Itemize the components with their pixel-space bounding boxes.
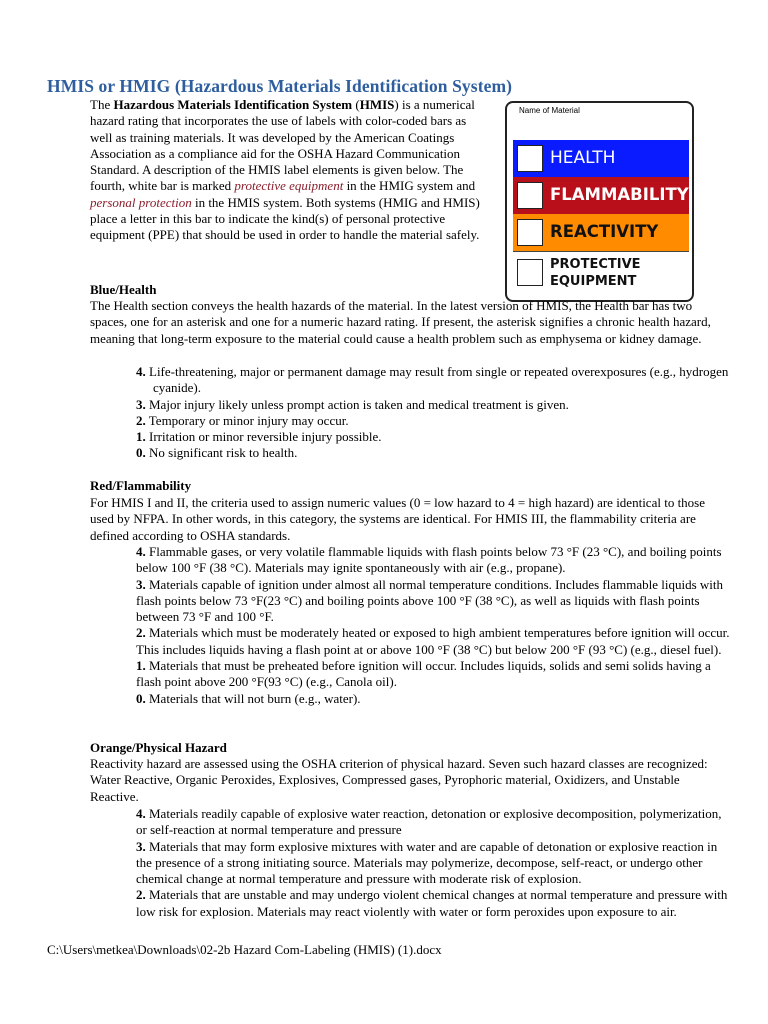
health-rating-box — [517, 145, 543, 172]
flammability-list — [136, 544, 732, 707]
flammability-bar — [513, 177, 689, 214]
flammability-heading: Red/Flammability — [90, 478, 192, 493]
list-item: 3. Major injury likely unless prompt action is taken and medical treatment is given. — [136, 396, 569, 412]
protective-equipment-bar — [513, 251, 689, 292]
flammability-body: For HMIS I and II, the criteria used to assign numeric values (0 = low hazard to 4 = high hazard) are identical to those used by NFPA. In other words, in this category, the systems are identical. For HMIS III, the flammability criteria are defined according to OSHA standards. — [90, 495, 706, 543]
list-item: 0. Materials that will not burn (e.g., water). — [136, 690, 361, 706]
health-bar-label: HEALTH — [550, 148, 616, 168]
physical-hazard-heading: Orange/Physical Hazard — [90, 740, 227, 755]
list-item: 4. Life-threatening, major or permanent damage may result from single or repeated overexposures (e.g., hydrogen cyanide). — [136, 364, 729, 396]
health-heading: Blue/Health — [90, 282, 157, 297]
flammability-bar-label: FLAMMABILITY — [550, 185, 689, 204]
list-item: 0. No significant risk to health. — [136, 445, 298, 461]
list-item: 2. Temporary or minor injury may occur. — [136, 412, 349, 428]
reactivity-rating-box — [517, 219, 543, 246]
name-of-material-caption: Name of Material — [519, 106, 580, 115]
physical-hazard-body: Reactivity hazard are assessed using the OSHA criterion of physical hazard. Seven such hazard classes are recognized: Water Reactive, Organic Peroxides, Explosives, Compressed gases, Pyrophoric material, Oxidizers, and Unstable Reactive. — [90, 756, 708, 804]
list-item: 3. Materials that may form explosive mixtures with water and are capable of detonation or explosive reaction in the presence of a strong initiating source. Materials may polymerize, decompose, self-react, or undergo other chemical change at normal temperature and pressure with moderate risk of explosion. — [136, 838, 718, 887]
document-file-path-footer: C:\Users\metkea\Downloads\02-2b Hazard Com-Labeling (HMIS) (1).docx — [47, 942, 442, 957]
health-body: The Health section conveys the health hazards of the material. In the latest version of HMIS, the Health bar has two spaces, one for an asterisk and one for a numeric hazard rating. If present, the asterisk signifies a chronic health hazard, meaning that long-term exposure to the material could cause a health problem such as emphysema or kidney damage. — [90, 298, 711, 346]
hmis-label-illustration — [505, 101, 694, 302]
health-list — [136, 364, 732, 462]
list-item: 1. Materials that must be preheated before ignition will occur. Includes liquids, solids and semi solids having a flash point above 200 °F(93 °C) (e.g., Canola oil). — [136, 658, 711, 690]
flammability-rating-box — [517, 182, 543, 209]
list-item: 2. Materials that are unstable and may undergo violent chemical changes at normal temperature and pressure with low risk for explosion. Materials may react violently with water or form peroxides upon exposure to air. — [136, 887, 728, 919]
list-item: 2. Materials which must be moderately heated or exposed to high ambient temperatures before ignition will occur. This includes liquids having a flash point at or above 100 °F (38 °C) but below 200 °F (93 °C) (e.g., diesel fuel). — [136, 625, 730, 657]
intro-paragraph: The Hazardous Materials Identification System (HMIS) is a numerical hazard rating that incorporates the use of labels with color-coded bars as well as training materials. It was developed by the American Coatings Association as a compliance aid for the OSHA Hazard Communication Standard. A description of the HMIS label elements is given below. The fourth, white bar is marked protective equipment in the HMIG system and personal protection in the HMIS system. Both systems (HMIG and HMIS) place a letter in this bar to indicate the kind(s) of personal protective equipment (PPE) that should be used in order to handle the material safely. — [90, 97, 480, 243]
list-item: 4. Flammable gases, or very volatile flammable liquids with flash points below 73 °F (23 °C), and boiling points below 100 °F (38 °C). Materials may ignite spontaneously with air (e.g., propane). — [136, 544, 722, 576]
reactivity-bar — [513, 214, 689, 251]
list-item: 1. Irritation or minor reversible injury possible. — [136, 429, 382, 445]
reactivity-bar-label: REACTIVITY — [550, 222, 659, 241]
list-item: 3. Materials capable of ignition under almost all normal temperature conditions. Includes flammable liquids with flash points below 73 °F(23 °C) and boiling points above 100 °F (38 °C), as well as liquids with flash points between 73 °F and 100 °F. — [136, 576, 724, 625]
list-item: 4. Materials readily capable of explosive water reaction, detonation or explosive decomposition, polymerization, or self-reaction at normal temperature and pressure — [136, 806, 722, 838]
document-title: HMIS or HMIG (Hazardous Materials Identification System) — [47, 76, 513, 96]
health-bar — [513, 140, 689, 177]
protective-equipment-label: PROTECTIVE EQUIPMENT — [550, 257, 641, 289]
physical-hazard-list — [136, 806, 732, 920]
protective-rating-box — [517, 259, 543, 286]
